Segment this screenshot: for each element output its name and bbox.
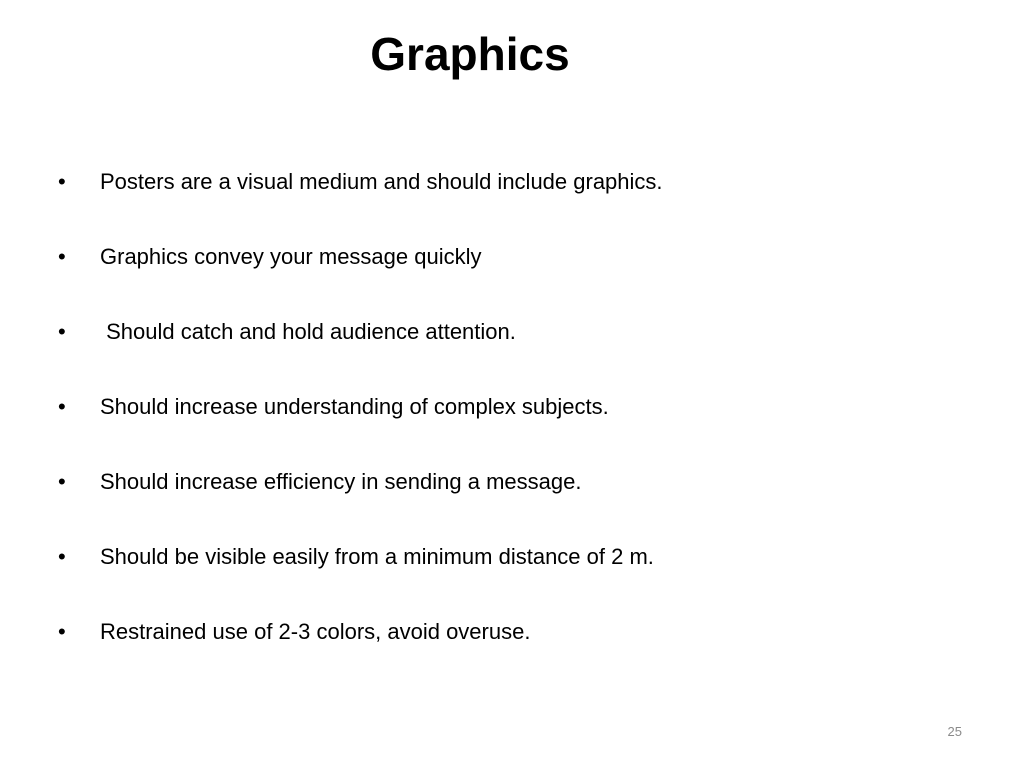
slide-title: Graphics <box>370 28 570 80</box>
bullet-icon: • <box>58 319 66 344</box>
list-item <box>58 541 958 616</box>
bullet-icon: • <box>58 469 66 494</box>
bullet-text: Should catch and hold audience attention. <box>100 319 516 344</box>
bullet-text: Should increase efficiency in sending a message. <box>100 469 582 494</box>
bullet-text: Should be visible easily from a minimum distance of 2 m. <box>100 544 654 569</box>
list-item <box>58 316 958 391</box>
page-number: 25 <box>947 724 962 739</box>
bullet-text: Restrained use of 2-3 colors, avoid overuse. <box>100 619 531 644</box>
bullet-icon: • <box>58 169 66 194</box>
bullet-icon: • <box>58 619 66 644</box>
list-item <box>58 241 958 316</box>
list-item <box>58 391 958 466</box>
bullet-icon: • <box>58 544 66 569</box>
bullet-icon: • <box>58 244 66 269</box>
list-item <box>58 466 958 541</box>
bullet-text: Should increase understanding of complex subjects. <box>100 394 609 419</box>
bullet-text: Graphics convey your message quickly <box>100 244 482 269</box>
bullet-text: Posters are a visual medium and should include graphics. <box>100 169 663 194</box>
list-item <box>58 616 958 691</box>
bullet-icon: • <box>58 394 66 419</box>
list-item <box>58 166 958 241</box>
bullet-list <box>58 166 958 691</box>
